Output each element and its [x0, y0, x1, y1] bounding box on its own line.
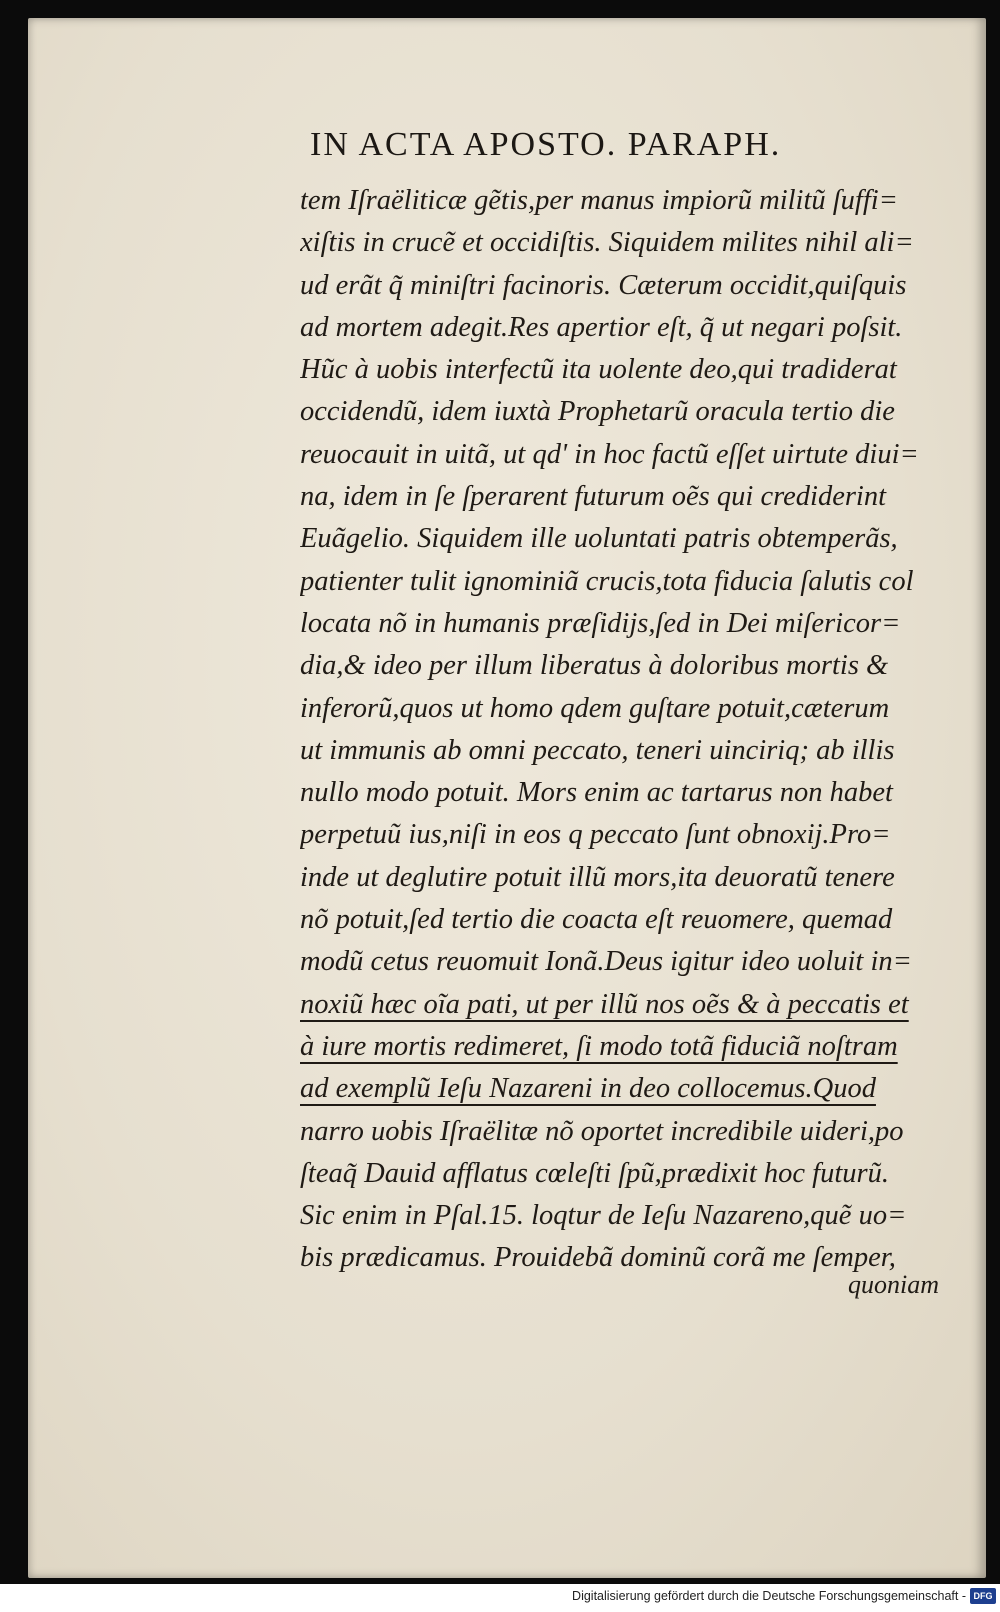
book-page — [28, 18, 986, 1578]
text-line: tem Iſraëliticæ gẽtis,per manus impiorũ militũ ſuffi= — [300, 185, 898, 216]
text-line: narro uobis Iſraëlitæ nõ oportet incredibile uideri,po — [300, 1115, 904, 1147]
text-line: ut immunis ab omni peccato, teneri uinciriq; ab illis — [300, 734, 895, 766]
text-line: Hũc à uobis interfectũ ita uolente deo,qui tradiderat — [300, 354, 897, 386]
text-line: patienter tulit ignominiã crucis,tota fiducia ſalutis col — [300, 565, 914, 597]
text-line: noxiũ hæc oĩa pati, ut per illũ nos oẽs & à peccatis et — [300, 988, 909, 1020]
text-line: nullo modo potuit. Mors enim ac tartarus non habet — [300, 777, 893, 809]
text-line: ſteaq̃ Dauid afflatus cœleſti ſpũ,prædixit hoc futurũ. — [300, 1157, 889, 1189]
text-line: dia,& ideo per illum liberatus à doloribus mortis & — [300, 650, 889, 682]
digitization-footer — [0, 1584, 1000, 1612]
text-line: locata nõ in humanis præſidijs,ſed in Dei miſericor= — [300, 607, 901, 639]
text-line: na, idem in ſe ſperarent futurum oẽs qui crediderint — [300, 481, 887, 513]
footer-credit: Digitalisierung gefördert durch die Deutsche Forschungsgemeinschaft - — [572, 1589, 966, 1603]
text-line: inferorũ,quos ut homo qdem guſtare potuit,cæterum — [300, 692, 890, 724]
text-line: modũ cetus reuomuit Ionã.Deus igitur ideo uoluit in= — [300, 946, 912, 978]
text-line: à iure mortis redimeret, ſi modo totã fiduciã noſtram — [300, 1030, 898, 1062]
text-line: perpetuũ ius,niſi in eos q peccato ſunt obnoxij.Pro= — [300, 819, 891, 851]
page-body-text — [300, 180, 970, 1280]
running-head: IN ACTA APOSTO. PARAPH. — [310, 126, 782, 163]
text-line: inde ut deglutire potuit illũ mors,ita deuoratũ tenere — [300, 861, 895, 893]
text-line: Euãgelio. Siquidem ille uoluntati patris obtemperãs, — [300, 523, 898, 555]
dfg-logo: DFG — [970, 1588, 996, 1604]
text-line: bis prædicamus. Prouidebã dominũ corã me ſemper, — [300, 1242, 896, 1274]
text-line: nõ potuit,ſed tertio die coacta eſt reuomere, quemad — [300, 904, 893, 936]
catchword: quoniam — [848, 1270, 939, 1299]
text-line: xiſtis in crucẽ et occidiſtis. Siquidem milites nihil ali= — [300, 227, 914, 259]
text-line: ad exemplũ Ieſu Nazareni in deo collocemus.Quod — [300, 1073, 876, 1105]
text-line: ad mortem adegit.Res apertior eſt, q̃ ut negari poſsit. — [300, 311, 903, 343]
text-line: occidendũ, idem iuxtà Prophetarũ oracula tertio die — [300, 396, 895, 428]
text-line: Sic enim in Pſal.15. loqtur de Ieſu Nazareno,quẽ uo= — [300, 1200, 907, 1232]
text-line: reuocauit in uitã, ut qd' in hoc factũ eſſet uirtute diui= — [300, 438, 919, 470]
text-line: ud erãt q̃ miniſtri facinoris. Cæterum occidit,quiſquis — [300, 269, 907, 301]
